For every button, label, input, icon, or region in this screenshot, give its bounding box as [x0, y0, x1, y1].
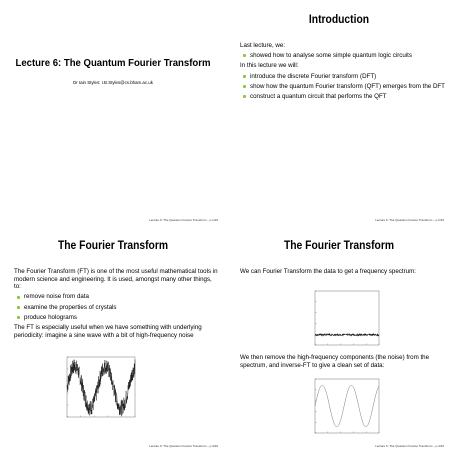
slide-1-title [0, 0, 226, 226]
body-paragraph: The Fourier Transform (FT) is one of the most useful mathematical tools in modern science and engineering. It is used, amongst many other things, to: [14, 268, 218, 291]
noisy-sine-plot [64, 354, 138, 420]
slide-footer: Lecture 6: The Quantum Fourier Transform – p.4/16 [375, 444, 444, 448]
spectrum-plot [312, 288, 382, 348]
slide-heading: The Fourier Transform [57, 238, 169, 252]
slide-body [240, 268, 446, 276]
clean-sine-plot [312, 376, 382, 436]
slide-body [240, 42, 446, 103]
bullet-item: show how the quantum Fourier transform (QFT) emerges from the DFT [240, 83, 446, 91]
bullet-item: showed how to analyse some simple quantum logic circuits [240, 52, 446, 60]
bullet-list [240, 73, 446, 101]
body-line: Last lecture, we: [240, 42, 286, 49]
bullet-item: remove noise from data [14, 293, 220, 301]
bullet-item: produce holograms [14, 314, 220, 322]
bullet-list [14, 293, 220, 321]
slide-footer: Lecture 6: The Quantum Fourier Transform – p.3/16 [149, 444, 218, 448]
slide-footer: Lecture 6: The Quantum Fourier Transform – p.1/16 [149, 218, 218, 222]
body-paragraph: We can Fourier Transform the data to get a frequency spectrum: [240, 268, 416, 275]
spectrum-line [315, 334, 379, 336]
slide-4-fourier-transform [226, 226, 452, 452]
bullet-item: examine the properties of crystals [14, 304, 220, 312]
slide-heading: Introduction [308, 12, 370, 26]
slide-heading: The Fourier Transform [283, 238, 395, 252]
slide-2-introduction [226, 0, 452, 226]
slide-body [14, 268, 220, 339]
body-paragraph: We then remove the high-frequency components (the noise) from the spectrum, and inverse-FT to give a clean set of data: [240, 354, 430, 369]
slide-footer: Lecture 6: The Quantum Fourier Transform – p.2/16 [375, 218, 444, 222]
body-paragraph: The FT is especially useful when we have something with underlying periodicity: imagine a sine wave with a bit of high-frequency noise [14, 323, 202, 339]
clean-signal-line [315, 385, 379, 427]
slide-3-fourier-transform [0, 226, 226, 452]
lecture-title: Lecture 6: The Quantum Fourier Transform [15, 58, 211, 69]
noisy-signal-line [67, 360, 135, 416]
slide-body [240, 354, 446, 369]
bullet-item: introduce the discrete Fourier transform (DFT) [240, 73, 446, 81]
bullet-item: construct a quantum circuit that performs the QFT [240, 93, 446, 101]
plot-frame [315, 379, 379, 433]
author-line: Dr Iain Styles: I.B.Styles@cs.bham.ac.uk [73, 80, 153, 85]
plot-frame [315, 291, 379, 345]
body-line: In this lecture we will: [240, 62, 299, 70]
bullet-list [240, 52, 446, 60]
